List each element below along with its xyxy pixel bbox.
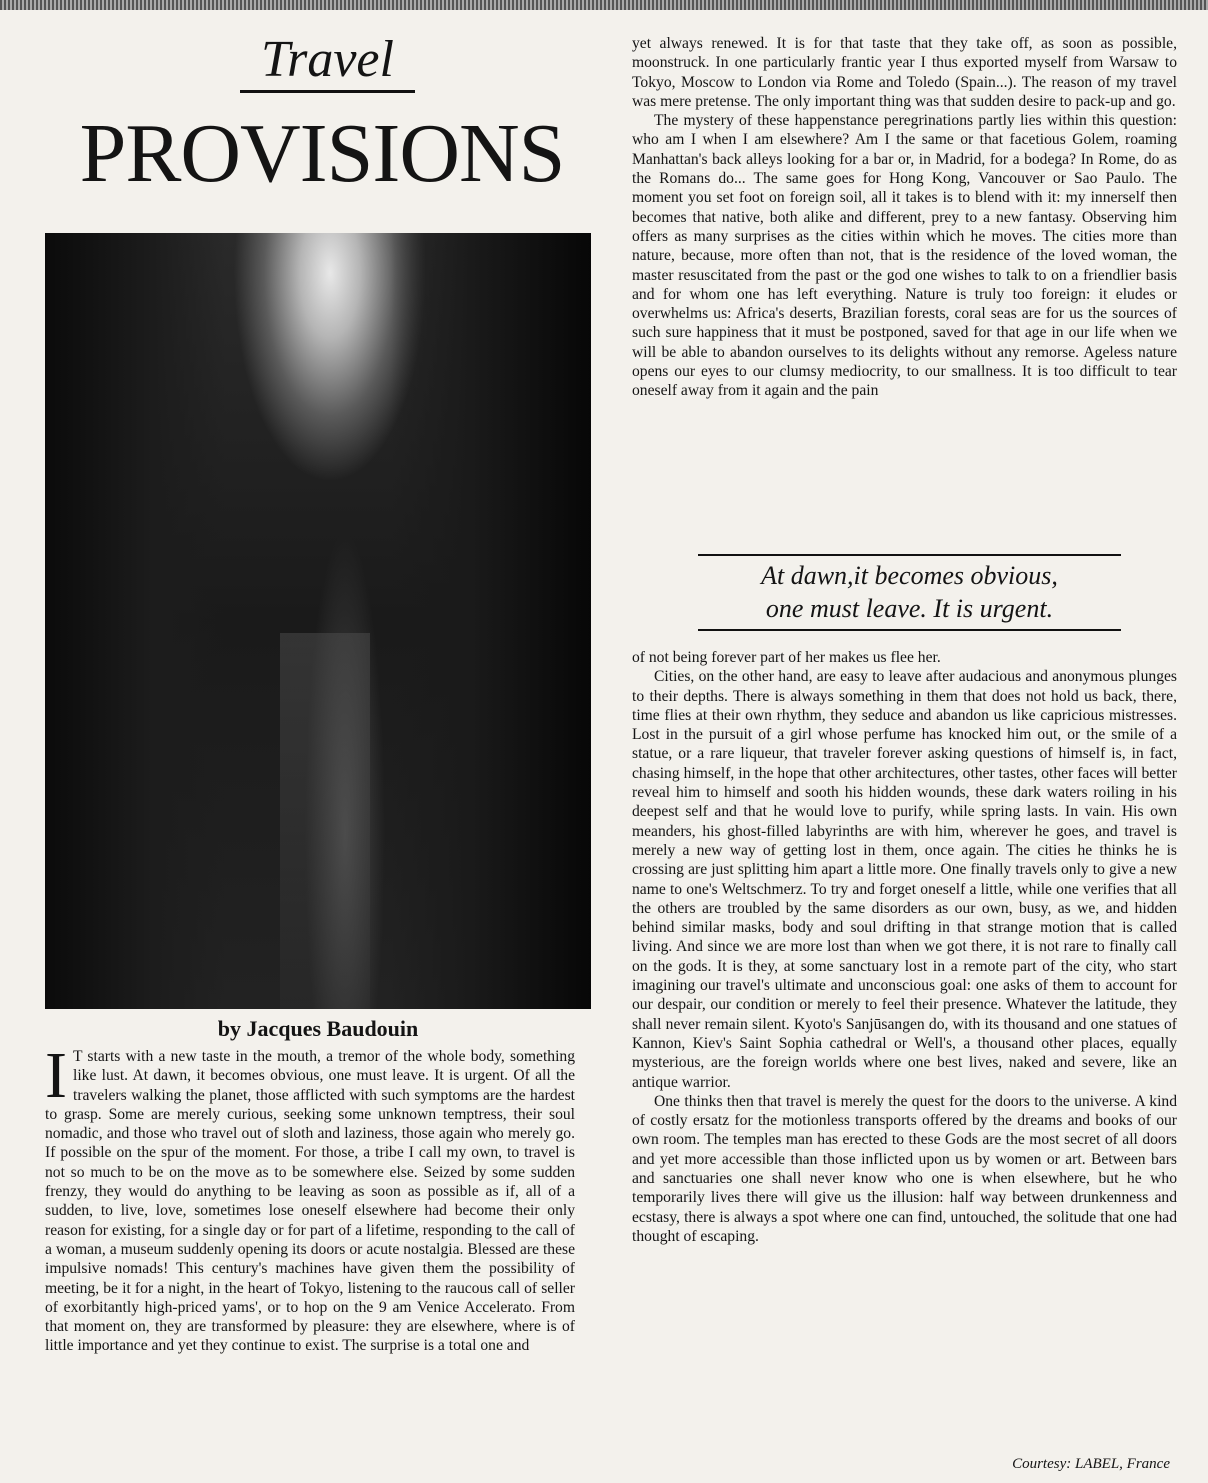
byline: by Jacques Baudouin	[217, 1016, 419, 1041]
pull-quote-line: At dawn,it becomes obvious,	[761, 561, 1058, 590]
body-paragraph: The mystery of these happenstance peregrinations partly lies within this question: who am I when I am elsewhere? Am I the same or that facetious Golem, roaming Manhattan's back alleys looking for a bar or, in Madrid, for a bodega? In Rome, do as the Romans do... The same goes for Hong Kong, Vancouver or Sao Paulo. The moment you set foot on foreign soil, all it takes is to blend with it: my innerself then becomes that native, both alike and different, prey to a new fantasy. Observing him offers as many surprises as the cities within which he moves. The cities more than nature, because, more often than not, that is the residence of the loved woman, the master resuscitated from the past or the god one wishes to talk to on a friendlier basis and for whom one has left everything. Nature is truly too foreign: it eludes or overwhelms us: Africa's deserts, Brazilian forests, coral seas are for us the sources of such sure happiness that it must be postponed, saved for that age in our life when we will be able to abandon ourselves to its delights without any remorse. Ageless nature opens our eyes to our clumsy mediocrity, to our smallness. It is too difficult to tear oneself away from it again and the pain	[632, 112, 1177, 400]
body-paragraph: One thinks then that travel is merely the quest for the doors to the universe. A kind of costly ersatz for the motionless transports offered by the dreams and books of our own room. The temples man has erected to these Gods are the most secret of all doors and yet more accessible than those inflicted upon us by women or art. Between bars and sanctuaries one shall never know who one is when elsewhere, but he who temporarily lives there will give us the illusion: half way between drunkenness and ecstasy, there is always a spot where one can find, untouched, the solitude that one had thought of escaping.	[632, 1092, 1177, 1245]
photo-left-wall	[45, 233, 225, 1009]
body-paragraph: T starts with a new taste in the mouth, a tremor of the whole body, something like lust. At dawn, it becomes obvious, one must leave. It is urgent. Of all the travelers walking the planet, those afflicted with such symptoms are the hardest to grasp. Some are merely curious, seeking some unknown temptress, their soul nomadic, and those who travel out of sloth and laziness, those again who merely go. If possible on the spur of the moment. For those, a tribe I call my own, to travel is not so much to be on the move as to be somewhere else. Seized by some sudden frenzy, they would do anything to be leaving as soon as possible as if, all of a sudden, to live, love, sometimes lose oneself elsewhere had become their only reason for existing, for a single day or for part of a lifetime, responding to the call of a woman, a museum suddenly opening its doors or acute nostalgia. Blessed are these impulsive nomads! This century's machines have given them the possibility of meeting, be it for a night, in the heart of Tokyo, listening to the raucous call of seller of exorbitantly high-priced yams', or to hop on the 9 am Venice Accelerato. From that moment on, they are transformed by pleasure: they are elsewhere, where is of little importance and yet they continue to exist. The surprise is a total one and	[45, 1048, 575, 1355]
right-column-bottom	[632, 648, 1177, 1246]
top-halftone-rule	[0, 0, 1208, 10]
right-column-top	[632, 34, 1177, 401]
headline: PROVISIONS	[79, 107, 565, 200]
street-photo	[45, 233, 591, 1009]
body-paragraph: yet always renewed. It is for that taste that they take off, as soon as possible, moonstruck. In one particularly frantic year I thus exported myself from Warsaw to Tokyo, Moscow to London via Rome and Toledo (Spain...). The reason of my travel was mere pretense. The only important thing was that sudden desire to pack-up and go.	[632, 35, 1177, 110]
photo-right-wall	[391, 233, 591, 1009]
section-kicker: Travel	[240, 30, 415, 93]
pull-quote	[698, 554, 1121, 631]
photo-credit: Courtesy: LABEL, France	[1012, 1456, 1170, 1472]
pull-quote-line: one must leave. It is urgent.	[765, 594, 1054, 623]
body-paragraph: Cities, on the other hand, are easy to leave after audacious and anonymous plunges to their depths. There is always something in them that does not hold us back, there, time flies at their own rhythm, they seduce and abandon us like capricious mistresses. Lost in the pursuit of a girl whose perfume has knocked him out, or the smile of a statue, or a rare liqueur, that traveler forever asking questions of himself is, in fact, chasing himself, in the hope that other architectures, other tastes, other faces will better reveal him to himself and sooth his hidden wounds, these dark waters roiling in his deepest self and that he would love to purify, while spring lasts. In vain. His own meanders, his ghost-filled labyrinths are with him, wherever he goes, and travel is merely a new way of getting lost in them, once again. The cities he thinks he is crossing are just splitting him apart a little more. One finally travels only to give a new name to one's Weltschmerz. To try and forget oneself a little, while one verifies that all the others are troubled by the same disorders as our own, busy, as we, and hidden behind similar masks, body and soul drifting in that strange motion that is called living. And since we are more lost than when we got there, it is not rare to finally call on the gods. It is they, at some sanctuary lost in a remote part of the city, who start imagining our travel's ultimate and unconscious goal: one asks of them to account for our despair, our condition or merely to feel their presence. Whatever the latitude, they shall never remain silent. Kyoto's Sanjūsangen do, with its thousand and one statues of Kannon, Kiev's Saint Sophia cathedral or Well's, a thousand other places, equally mysterious, are the foreign worlds where one best lives, naked and severe, like an antique warrior.	[632, 668, 1177, 1091]
photo-street	[280, 633, 370, 1009]
drop-cap: I	[45, 1039, 67, 1112]
left-column-body	[45, 1039, 575, 1356]
body-paragraph: of not being forever part of her makes us flee her.	[632, 649, 941, 666]
